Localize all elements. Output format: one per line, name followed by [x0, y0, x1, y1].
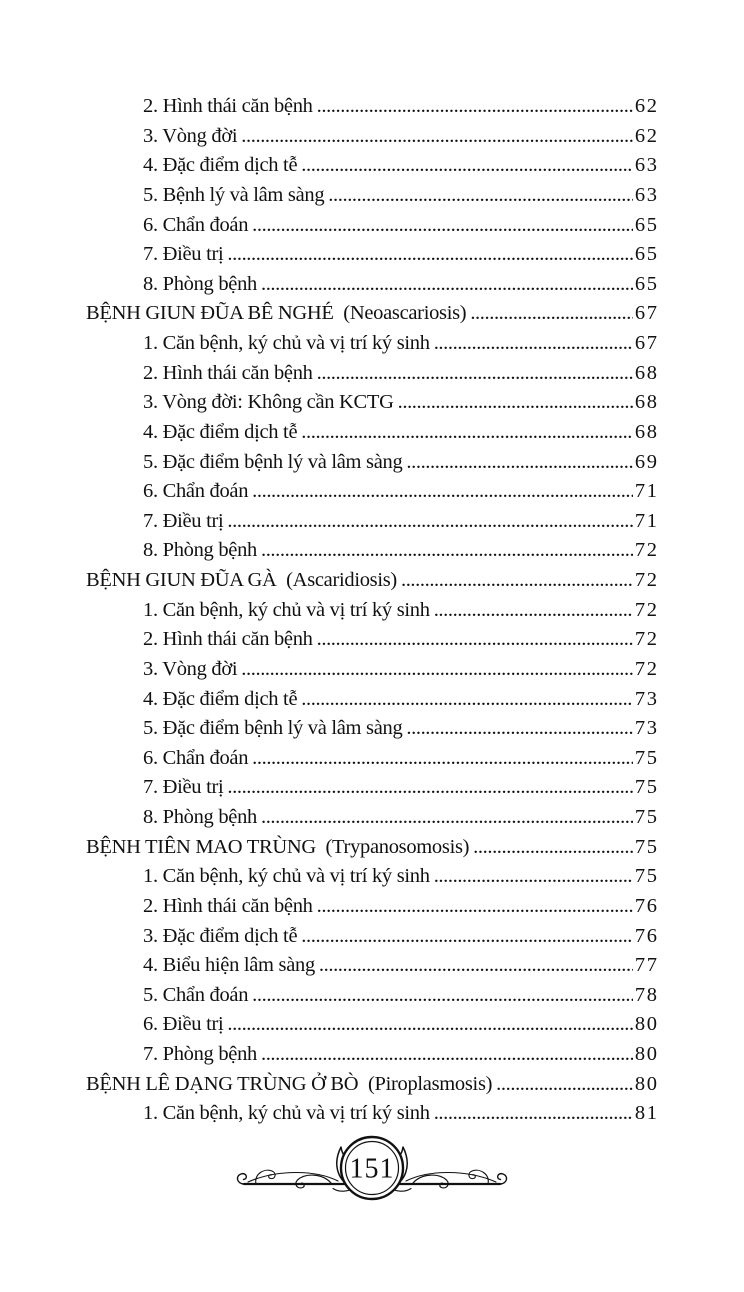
dot-leader [248, 981, 632, 1011]
toc-entry[interactable] [86, 507, 657, 537]
dot-leader [237, 655, 632, 685]
toc-entry-label: 2. Hình thái căn bệnh [143, 628, 313, 651]
toc-entry-page: 67 [634, 302, 659, 325]
toc-entry[interactable] [86, 122, 657, 152]
toc-entry-label: BỆNH GIUN ĐŨA GÀ (Ascaridiosis) [86, 569, 397, 591]
toc-entry-page: 80 [634, 1043, 659, 1065]
dot-leader [430, 329, 633, 359]
dot-leader [397, 566, 633, 596]
toc-entry[interactable] [86, 388, 657, 418]
dot-leader [313, 92, 633, 122]
toc-entry[interactable] [86, 92, 657, 122]
dot-leader [248, 477, 632, 507]
toc-entry-page: 68 [634, 420, 659, 443]
toc-entry[interactable] [86, 714, 657, 744]
dot-leader [248, 744, 632, 774]
toc-entry[interactable] [86, 329, 657, 359]
dot-leader [257, 270, 633, 300]
dot-leader [402, 714, 632, 744]
toc-entry-page: 81 [634, 1102, 659, 1125]
toc-entry-label: 3. Đặc điểm dịch tễ [143, 924, 298, 947]
dot-leader [313, 892, 633, 922]
toc-entry-label: 2. Hình thái căn bệnh [143, 95, 313, 117]
toc-entry-label: 1. Căn bệnh, ký chủ và vị trí ký sinh [143, 1102, 430, 1125]
toc-entry-label: 8. Phòng bệnh [143, 272, 257, 295]
toc-section-entry[interactable] [86, 566, 657, 596]
toc-entry[interactable] [86, 1099, 657, 1129]
toc-entry-page: 80 [634, 1013, 659, 1036]
dot-leader [257, 803, 633, 833]
dot-leader [394, 388, 633, 418]
toc-entry-page: 76 [634, 894, 659, 917]
toc-entry-page: 68 [634, 361, 659, 384]
toc-entry-label: 7. Điều trị [143, 509, 224, 532]
toc-entry[interactable] [86, 477, 657, 507]
dot-leader [492, 1070, 632, 1100]
dot-leader [223, 240, 632, 270]
dot-leader [257, 1040, 633, 1070]
toc-entry[interactable] [86, 773, 657, 803]
toc-entry-label: 3. Vòng đời: Không cần KCTG [143, 391, 394, 414]
toc-section-entry[interactable] [86, 833, 657, 863]
toc-entry-label: 3. Vòng đời [143, 124, 238, 147]
toc-entry-page: 76 [634, 924, 659, 947]
toc-entry-label: BỆNH LÊ DẠNG TRÙNG Ở BÒ (Piroplasmosis) [86, 1072, 493, 1095]
toc-entry[interactable] [86, 596, 657, 626]
toc-entry-page: 75 [634, 806, 659, 828]
toc-entry-label: 4. Đặc điểm dịch tễ [143, 154, 298, 177]
toc-entry-page: 73 [634, 717, 659, 740]
dot-leader [297, 922, 632, 952]
toc-entry-label: 1. Căn bệnh, ký chủ và vị trí ký sinh [143, 865, 430, 888]
toc-entry[interactable] [86, 359, 657, 389]
toc-entry-page: 69 [634, 450, 659, 473]
dot-leader [223, 773, 632, 803]
toc-entry-label: 5. Đặc điểm bệnh lý và lâm sàng [143, 450, 403, 473]
toc-entry-page: 71 [634, 509, 659, 532]
toc-entry[interactable] [86, 418, 657, 448]
toc-entry-page: 77 [634, 954, 659, 977]
toc-entry[interactable] [86, 744, 657, 774]
dot-leader [313, 359, 633, 389]
toc-entry-page: 75 [634, 835, 659, 858]
toc-entry-label: 1. Căn bệnh, ký chủ và vị trí ký sinh [143, 332, 430, 354]
flourish-divider-ornament [234, 1132, 510, 1214]
toc-entry-label: 8. Phòng bệnh [143, 539, 257, 562]
toc-entry-page: 75 [634, 746, 659, 769]
toc-entry-label: 6. Chẩn đoán [143, 213, 249, 236]
toc-entry-label: 6. Chẩn đoán [143, 746, 249, 769]
dot-leader [237, 122, 632, 152]
toc-entry-page: 75 [634, 865, 659, 888]
toc-entry-page: 63 [634, 183, 659, 206]
toc-entry-page: 72 [634, 598, 659, 621]
dot-leader [430, 596, 633, 626]
page-number: 151 [349, 1153, 395, 1185]
toc-entry-label: BỆNH GIUN ĐŨA BÊ NGHÉ (Neoascariosis) [86, 302, 467, 325]
dot-leader [223, 1010, 632, 1040]
toc-entry-page: 75 [634, 776, 659, 799]
toc-entry[interactable] [86, 1010, 657, 1040]
toc-entry-page: 72 [634, 569, 659, 591]
toc-entry-label: 5. Đặc điểm bệnh lý và lâm sàng [143, 717, 403, 740]
toc-list [86, 92, 657, 1129]
toc-section-entry[interactable] [86, 299, 657, 329]
toc-entry[interactable] [86, 1040, 657, 1070]
toc-entry[interactable] [86, 536, 657, 566]
toc-entry-label: 5. Chẩn đoán [143, 983, 249, 1006]
toc-entry[interactable] [86, 892, 657, 922]
toc-entry-page: 72 [634, 628, 659, 651]
dot-leader [469, 833, 632, 863]
toc-entry-page: 65 [634, 272, 659, 295]
dot-leader [430, 862, 633, 892]
dot-leader [223, 507, 632, 537]
toc-entry-label: 7. Phòng bệnh [143, 1043, 257, 1065]
toc-entry-page: 65 [634, 243, 659, 266]
toc-entry-label: 4. Đặc điểm dịch tễ [143, 420, 298, 443]
dot-leader [248, 211, 632, 241]
toc-entry-page: 68 [634, 391, 659, 414]
toc-entry-label: 1. Căn bệnh, ký chủ và vị trí ký sinh [143, 598, 430, 621]
toc-entry-label: 8. Phòng bệnh [143, 806, 257, 828]
toc-entry[interactable] [86, 862, 657, 892]
dot-leader [297, 685, 632, 715]
toc-entry[interactable] [86, 151, 657, 181]
toc-entry-page: 80 [634, 1072, 659, 1095]
toc-entry-label: 6. Chẩn đoán [143, 480, 249, 503]
toc-entry-page: 73 [634, 687, 659, 710]
dot-leader [402, 448, 632, 478]
toc-entry[interactable] [86, 211, 657, 241]
dot-leader [324, 181, 632, 211]
toc-entry-label: 7. Điều trị [143, 776, 224, 799]
dot-leader [313, 625, 633, 655]
toc-entry-label: 3. Vòng đời [143, 657, 238, 680]
dot-leader [466, 299, 632, 329]
toc-entry-page: 65 [634, 213, 659, 236]
dot-leader [257, 536, 633, 566]
toc-entry-label: 4. Biểu hiện lâm sàng [143, 954, 315, 977]
toc-entry-page: 72 [634, 539, 659, 562]
dot-leader [315, 951, 633, 981]
toc-entry-page: 72 [634, 657, 659, 680]
toc-entry-label: 7. Điều trị [143, 243, 224, 266]
toc-entry-page: 67 [634, 332, 659, 354]
toc-entry[interactable] [86, 240, 657, 270]
toc-entry-label: 5. Bệnh lý và lâm sàng [143, 183, 325, 206]
toc-entry-page: 63 [634, 154, 659, 177]
dot-leader [297, 151, 632, 181]
toc-entry[interactable] [86, 922, 657, 952]
toc-entry[interactable] [86, 270, 657, 300]
toc-entry-label: 6. Điều trị [143, 1013, 224, 1036]
toc-entry[interactable] [86, 981, 657, 1011]
toc-entry[interactable] [86, 625, 657, 655]
toc-entry-label: 2. Hình thái căn bệnh [143, 894, 313, 917]
toc-entry[interactable] [86, 448, 657, 478]
toc-entry-page: 71 [634, 480, 659, 503]
toc-entry-page: 62 [634, 95, 659, 117]
dot-leader [297, 418, 632, 448]
toc-section-entry[interactable] [86, 1070, 657, 1100]
toc-entry[interactable] [86, 181, 657, 211]
toc-entry-label: 2. Hình thái căn bệnh [143, 361, 313, 384]
toc-entry[interactable] [86, 951, 657, 981]
toc-entry[interactable] [86, 803, 657, 833]
toc-entry-label: BỆNH TIÊN MAO TRÙNG (Trypanosomosis) [86, 835, 470, 858]
dot-leader [430, 1099, 633, 1129]
toc-entry[interactable] [86, 685, 657, 715]
toc-entry-page: 62 [634, 124, 659, 147]
toc-entry[interactable] [86, 655, 657, 685]
page-footer [0, 1132, 744, 1214]
toc-entry-label: 4. Đặc điểm dịch tễ [143, 687, 298, 710]
toc-entry-page: 78 [634, 983, 659, 1006]
